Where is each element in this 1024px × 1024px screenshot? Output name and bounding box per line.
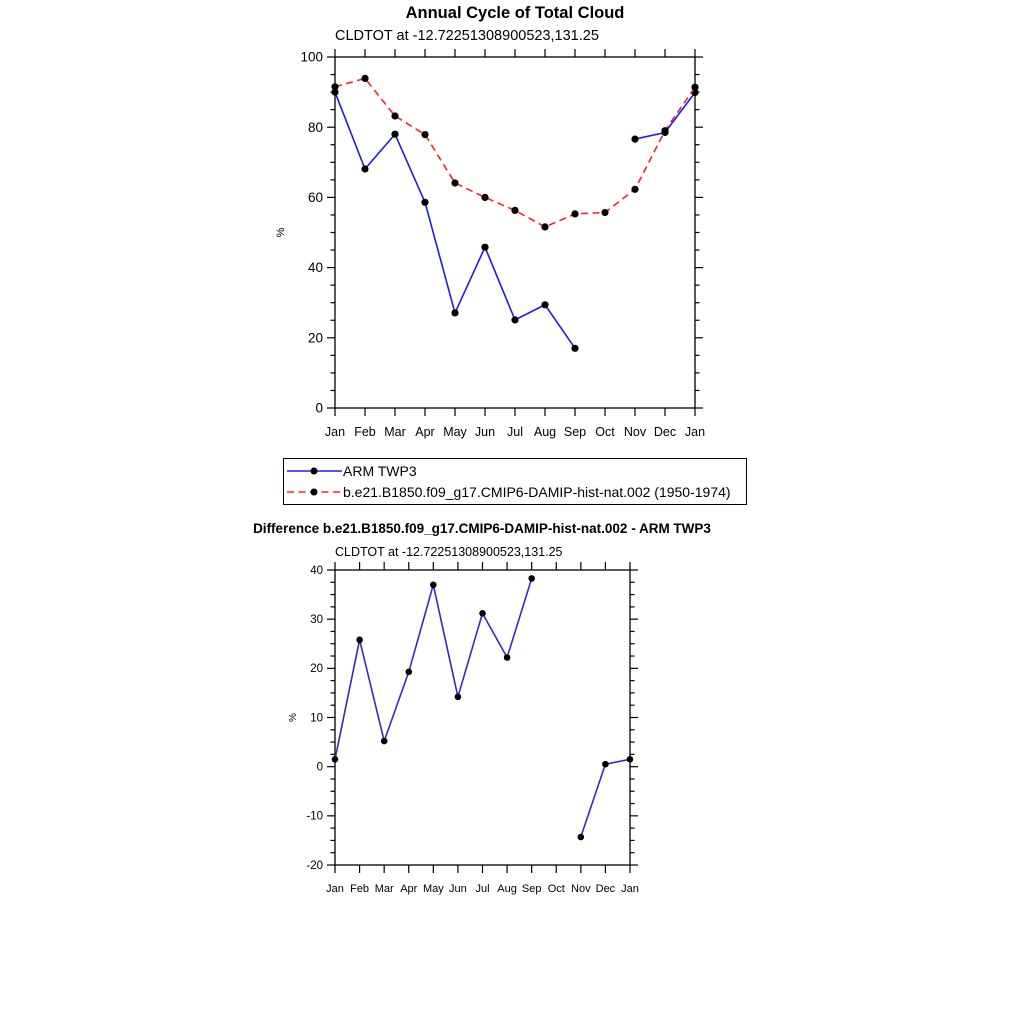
chart1-x-tick-label: Feb	[354, 425, 376, 439]
chart1-data-point-marker	[421, 199, 428, 206]
legend-label-model: b.e21.B1850.f09_g17.CMIP6-DAMIP-hist-nat.002 (1950-1974)	[343, 484, 731, 501]
chart1-data-point-marker	[331, 83, 338, 90]
chart1-data-point-marker	[541, 223, 548, 230]
chart1-data-point-marker	[511, 316, 518, 323]
chart1-x-tick-label: Mar	[384, 425, 406, 439]
chart1-data-point-marker	[481, 194, 488, 201]
chart1-x-tick-label: Oct	[595, 425, 615, 439]
chart2-x-axis-labels	[326, 883, 639, 895]
chart2-x-tick-label: Jan	[621, 883, 639, 895]
chart2-data-point-marker	[406, 669, 413, 676]
chart1-x-tick-label: Jun	[474, 425, 496, 439]
chart1-subtitle: CLDTOT at -12.72251308900523,131.25	[335, 28, 599, 44]
chart2-y-axis-labels	[306, 565, 323, 872]
chart2-data-point-marker	[356, 637, 363, 644]
chart1-y-tick-label: 40	[307, 260, 323, 276]
chart1-data-point-marker	[601, 209, 608, 216]
chart2	[288, 562, 639, 895]
chart1-y-tick-label: 60	[307, 189, 323, 205]
chart2-series-0	[332, 575, 634, 840]
chart1-data-point-marker	[571, 345, 578, 352]
chart2-x-tick-label: May	[422, 883, 444, 895]
chart1-series-0-line	[335, 92, 695, 348]
chart2-series-0-line	[335, 578, 630, 837]
chart1-y-tick-label: 80	[307, 119, 323, 135]
chart1-data-point-marker	[391, 131, 398, 138]
chart1-data-point-marker	[361, 165, 368, 172]
chart2-data-point-marker	[627, 756, 634, 763]
chart1-y-axis-labels	[300, 50, 323, 416]
chart1-x-tick-label: Nov	[623, 425, 647, 439]
chart2-y-tick-label: 40	[310, 564, 323, 577]
chart1-x-tick-label: Jan	[324, 425, 346, 439]
chart2-data-point-marker	[479, 610, 486, 617]
chart1-x-axis-labels	[325, 425, 705, 439]
chart2-x-tick-label: Jun	[449, 883, 467, 895]
chart1-series-1-line	[335, 78, 695, 227]
chart2-y-tick-label: 20	[310, 663, 323, 676]
chart1-x-tick-label: Jan	[684, 425, 706, 439]
legend-line-sample-dashed-red	[286, 485, 343, 499]
chart2-x-tick-label: Jul	[475, 883, 490, 895]
chart2-x-tick-label: Oct	[547, 883, 565, 895]
legend-box	[283, 458, 747, 505]
legend-line-sample-solid-blue	[286, 464, 343, 478]
chart2-y-tick-label: -20	[306, 859, 323, 872]
chart1-data-point-marker	[451, 309, 458, 316]
chart2-data-point-marker	[381, 738, 388, 745]
chart1-data-point-marker	[451, 179, 458, 186]
chart2-x-tick-label: Apr	[400, 883, 418, 895]
chart1-y-tick-label: 20	[307, 330, 323, 346]
chart1-data-point-marker	[421, 131, 428, 138]
legend-entry-arm-twp3	[286, 461, 746, 481]
chart2-subtitle: CLDTOT at -12.72251308900523,131.25	[335, 545, 563, 559]
chart1-y-tick-label: 100	[300, 49, 323, 65]
chart1-series-0	[331, 89, 698, 352]
chart1-y-axis-title: %	[275, 227, 287, 238]
chart1-title: Annual Cycle of Total Cloud	[405, 4, 625, 22]
chart1-data-point-marker	[691, 84, 698, 91]
legend-label-arm-twp3: ARM TWP3	[343, 462, 417, 479]
legend-sample-marker-icon	[311, 467, 318, 474]
chart1-x-tick-label: Sep	[563, 425, 587, 439]
chart1-data-point-marker	[511, 207, 518, 214]
chart2-y-tick-label: -10	[306, 810, 323, 823]
chart1-data-point-marker	[481, 244, 488, 251]
chart1-series-1	[331, 75, 698, 231]
legend-sample-marker-icon	[311, 489, 318, 496]
chart2-data-point-marker	[504, 654, 511, 661]
chart2-y-axis-title: %	[288, 713, 299, 722]
chart2-x-tick-label: Mar	[374, 883, 394, 895]
chart2-data-point-marker	[455, 694, 462, 701]
chart1-x-tick-label: Jul	[507, 425, 523, 439]
chart1-y-tick-label: 0	[315, 400, 323, 416]
chart2-y-tick-label: 0	[316, 761, 323, 774]
chart2-data-point-marker	[528, 575, 535, 582]
chart2-title: Difference b.e21.B1850.f09_g17.CMIP6-DAMIP-hist-nat.002 - ARM TWP3	[253, 521, 711, 536]
chart1-x-axis	[335, 49, 695, 416]
chart2-data-point-marker	[332, 756, 339, 763]
legend-entry-model	[286, 482, 746, 502]
chart2-data-point-marker	[602, 761, 609, 768]
chart2-data-point-marker	[430, 582, 437, 589]
chart2-y-tick-label: 30	[310, 614, 323, 627]
chart2-x-tick-label: Jan	[326, 883, 344, 895]
chart1-x-tick-label: May	[443, 425, 467, 439]
chart2-y-tick-label: 10	[310, 712, 323, 725]
chart2-x-tick-label: Feb	[350, 883, 370, 895]
chart2-x-tick-label: Aug	[497, 883, 517, 895]
chart1-y-axis	[327, 57, 703, 408]
chart1	[275, 49, 705, 439]
chart1-x-tick-label: Apr	[415, 425, 435, 439]
chart1-x-tick-label: Dec	[653, 425, 677, 439]
chart2-data-point-marker	[578, 834, 585, 841]
chart1-data-point-marker	[361, 75, 368, 82]
chart2-x-tick-label: Nov	[571, 883, 591, 895]
chart1-data-point-marker	[391, 112, 398, 119]
chart1-data-point-marker	[631, 136, 638, 143]
chart2-x-tick-label: Sep	[521, 883, 542, 895]
chart1-data-point-marker	[661, 127, 668, 134]
chart1-data-point-marker	[571, 210, 578, 217]
chart1-data-point-marker	[541, 301, 548, 308]
chart1-x-tick-label: Aug	[533, 425, 557, 439]
chart2-x-tick-label: Dec	[595, 883, 616, 895]
chart1-data-point-marker	[631, 186, 638, 193]
